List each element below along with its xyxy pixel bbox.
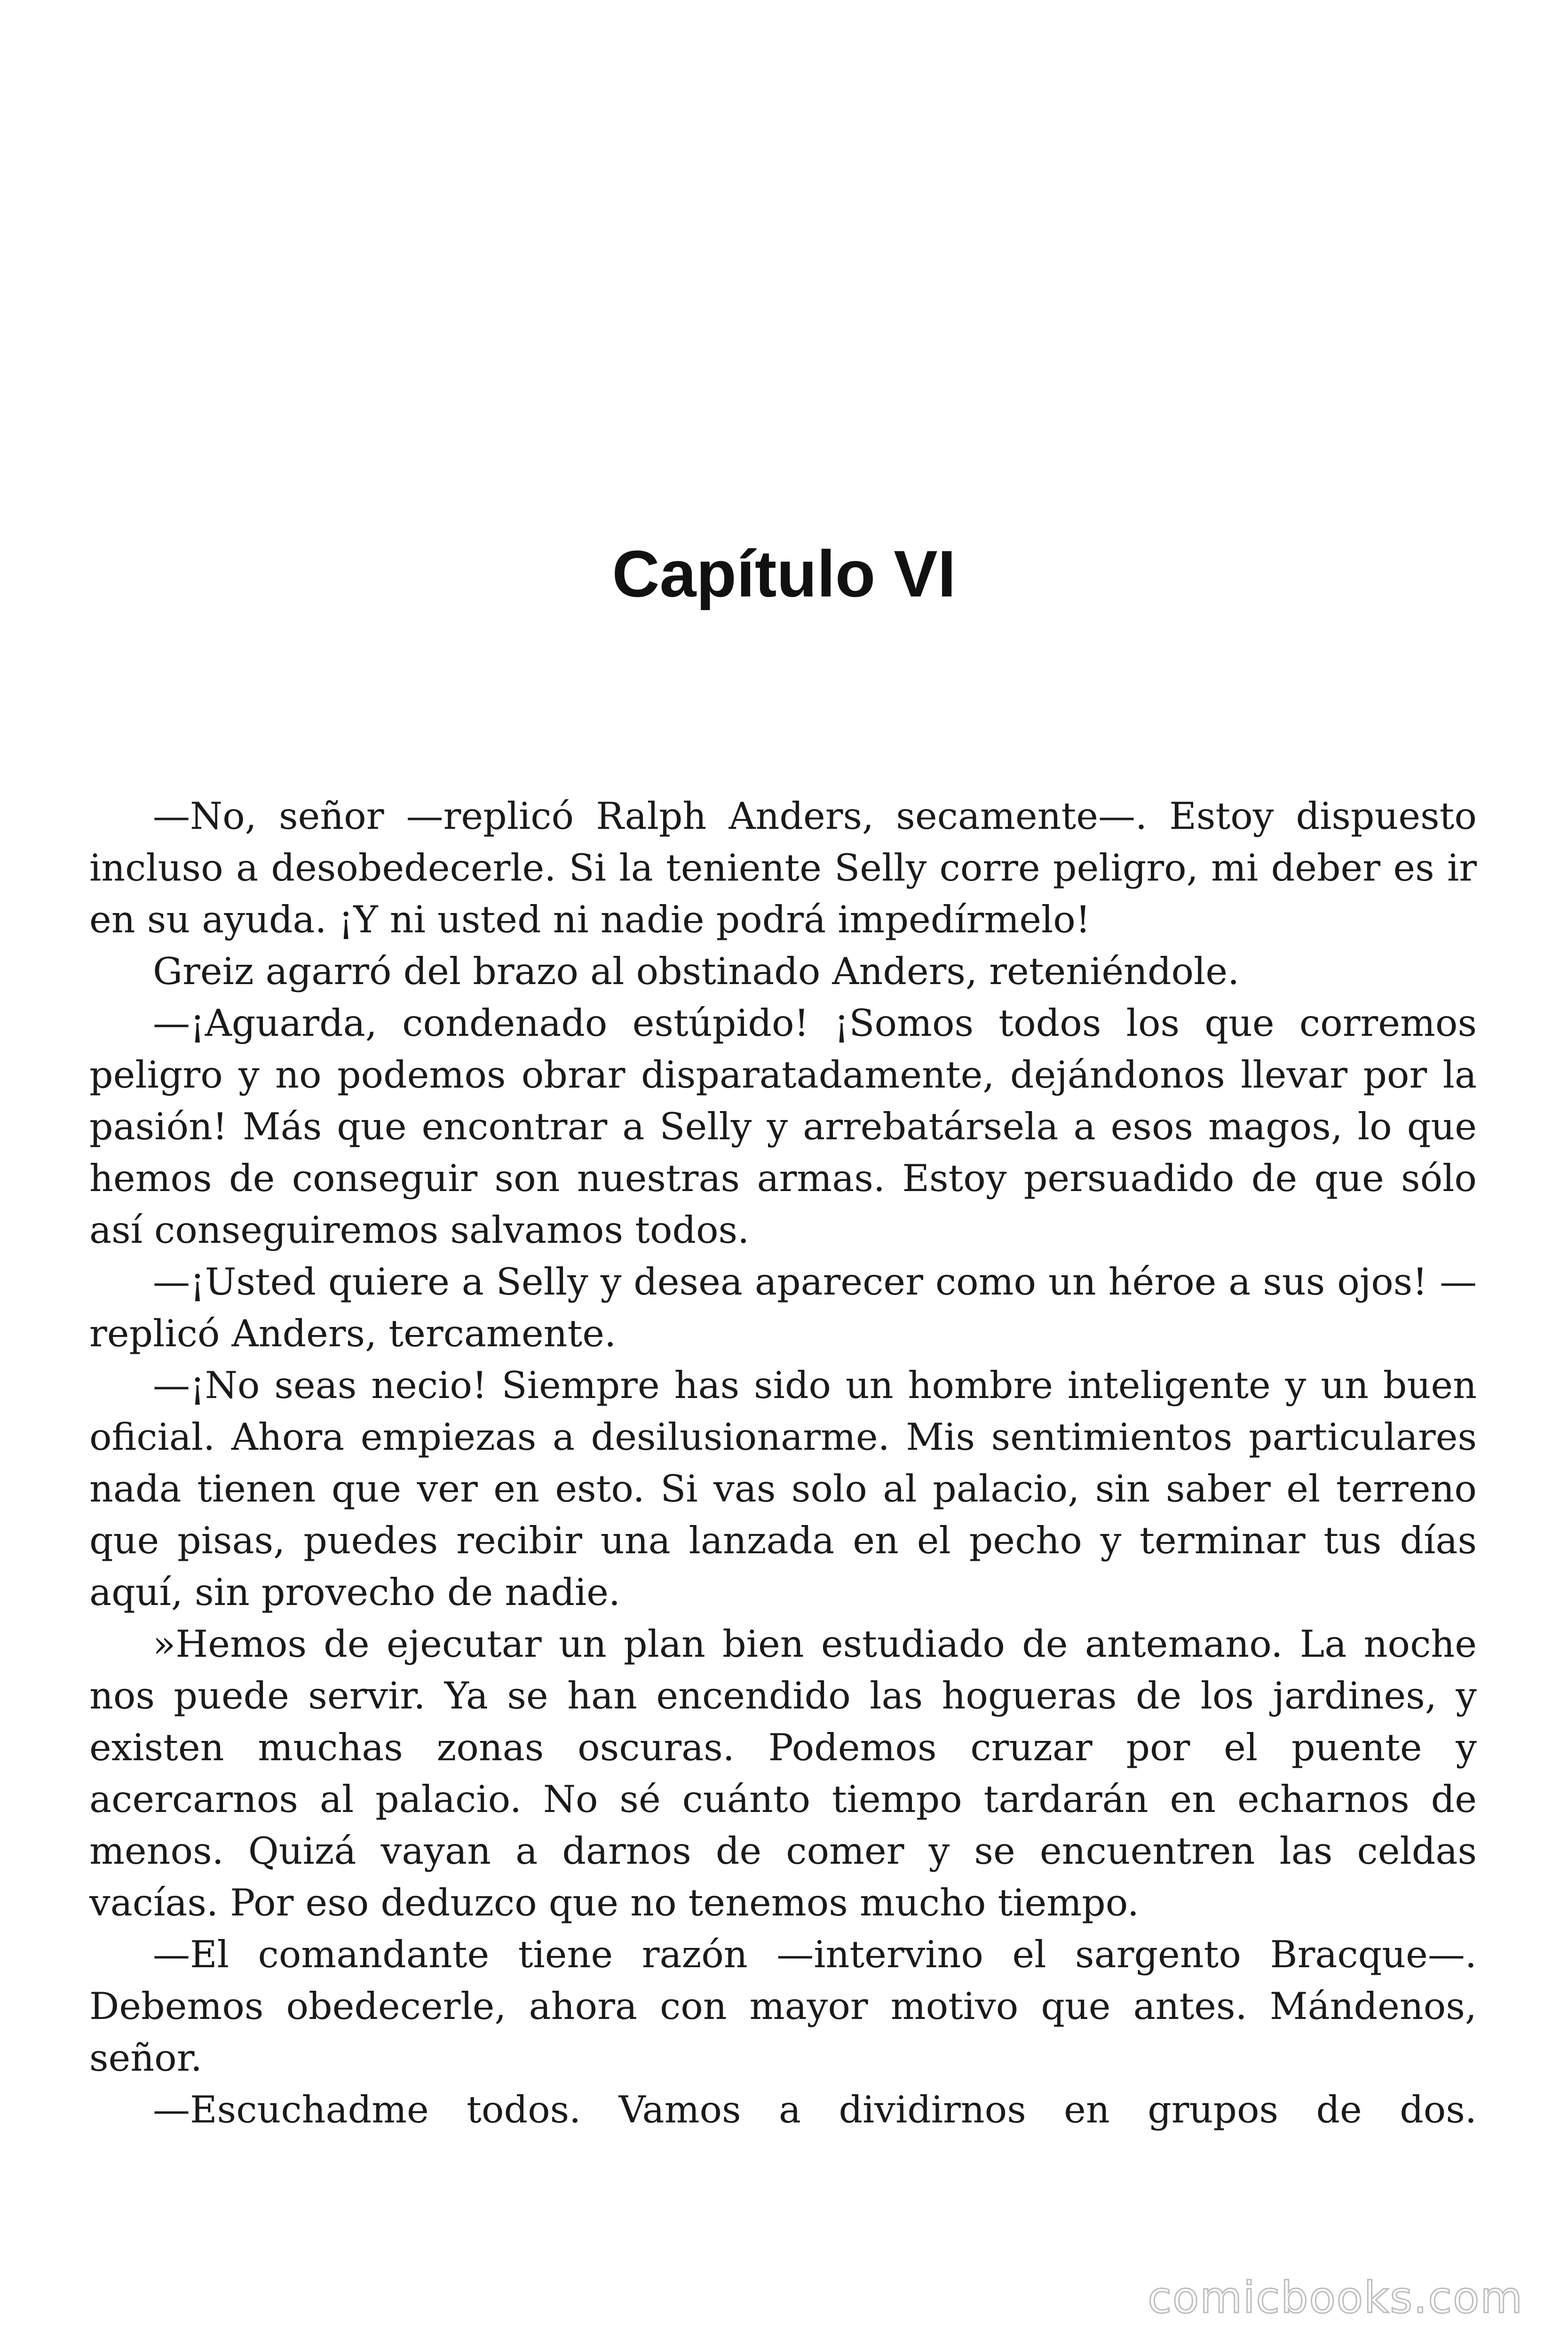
chapter-title: Capítulo VI <box>612 537 956 611</box>
paragraph: —¡No seas necio! Siempre has sido un hombre inteligente y un buen oficial. Ahora empiezas a desilusionarme. Mis sentimientos particulares nada tienen que ver en esto. Si vas solo al palacio, sin saber el terreno que pisas, puedes recibir una lanzada en el pecho y terminar tus días aquí, sin provecho de nadie. <box>89 1364 1477 1614</box>
watermark: comicbooks.com <box>1148 2273 1523 2323</box>
paragraph: —El comandante tiene razón —intervino el sargento Bracque—. Debemos obedecerle, ahora con mayor motivo que antes. Mándenos, señor. <box>89 1933 1477 2080</box>
paragraph: —¡Aguarda, condenado estúpido! ¡Somos todos los que corremos peligro y no podemos obrar disparatadamente, dejándonos llevar por la pasión! Más que encontrar a Selly y arrebatársela a esos magos, lo que hemos de conseguir son nuestras armas. Estoy persuadido de que sólo así conseguiremos salvamos todos. <box>89 1001 1477 1252</box>
paragraph: Greiz agarró del brazo al obstinado Anders, reteniéndole. <box>153 950 1240 993</box>
paragraph: —¡Usted quiere a Selly y desea aparecer como un héroe a sus ojos! —replicó Anders, tercamente. <box>89 1260 1477 1355</box>
chapter-body <box>89 790 1477 2136</box>
paragraph: »Hemos de ejecutar un plan bien estudiado de antemano. La noche nos puede servir. Ya se han encendido las hogueras de los jardines, y existen muchas zonas oscuras. Podemos cruzar por el puente y acercarnos al palacio. No sé cuánto tiempo tardarán en echarnos de menos. Quizá vayan a darnos de comer y se encuentren las celdas vacías. Por eso deduzco que no tenemos mucho tiempo. <box>89 1622 1477 1924</box>
paragraph: —No, señor —replicó Ralph Anders, secamente—. Estoy dispuesto incluso a desobedecerle. Si la teniente Selly corre peligro, mi deber es ir en su ayuda. ¡Y ni usted ni nadie podrá impedírmelo! <box>89 795 1477 941</box>
paragraph: —Escuchadme todos. Vamos a dividirnos en grupos de dos. <box>153 2088 1477 2131</box>
